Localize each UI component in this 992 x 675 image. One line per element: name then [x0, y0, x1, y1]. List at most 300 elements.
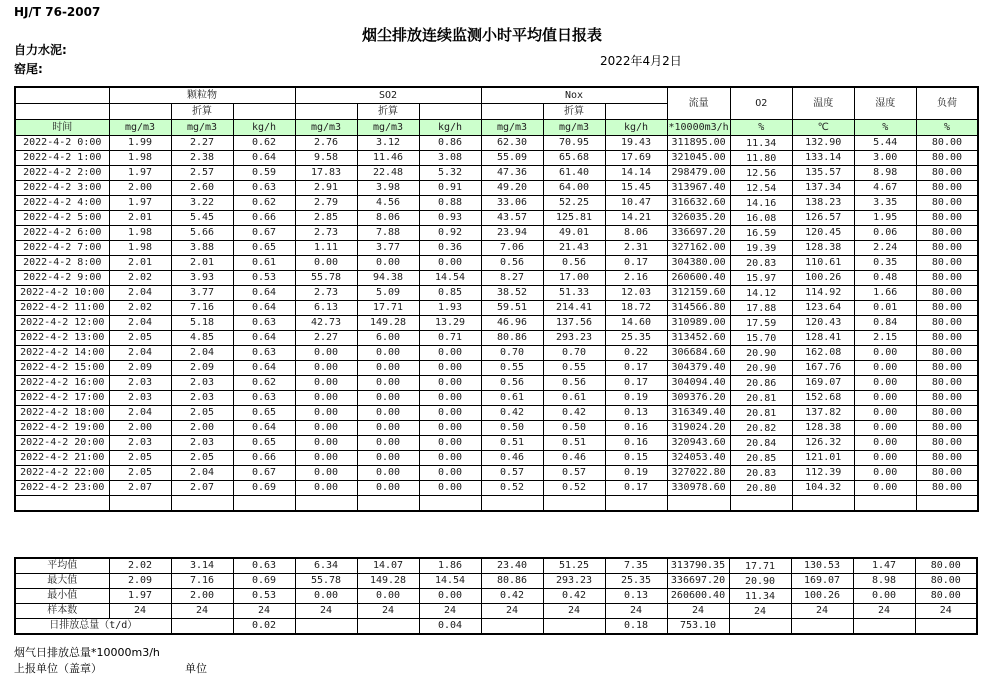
value-cell: 20.81	[730, 406, 792, 421]
value-cell: 0.00	[295, 256, 357, 271]
value-cell: 304380.00	[667, 256, 730, 271]
value-cell: 4.85	[171, 331, 233, 346]
value-cell: 14.16	[730, 196, 792, 211]
empty-cell	[792, 496, 854, 512]
summary-value-cell: 1.47	[853, 558, 915, 574]
summary-value-cell: 80.00	[915, 574, 977, 589]
value-cell: 33.06	[481, 196, 543, 211]
value-cell: 0.15	[605, 451, 667, 466]
summary-value-cell: 0.63	[233, 558, 295, 574]
value-cell: 3.93	[171, 271, 233, 286]
value-cell: 8.06	[357, 211, 419, 226]
value-cell: 0.64	[233, 361, 295, 376]
value-cell: 0.69	[233, 481, 295, 496]
value-cell: 316632.60	[667, 196, 730, 211]
value-cell: 20.86	[730, 376, 792, 391]
summary-row	[15, 589, 977, 604]
value-cell: 0.00	[295, 451, 357, 466]
empty-cell	[481, 619, 543, 635]
summary-value-cell: 1.86	[419, 558, 481, 574]
summary-value-cell: 169.07	[791, 574, 853, 589]
value-cell: 7.88	[357, 226, 419, 241]
table-row	[15, 466, 978, 481]
group-humidity: 湿度	[854, 87, 916, 120]
value-cell: 61.40	[543, 166, 605, 181]
value-cell: 13.29	[419, 316, 481, 331]
table-row	[15, 346, 978, 361]
value-cell: 0.64	[233, 421, 295, 436]
summary-value-cell: 24	[481, 604, 543, 619]
summary-row	[15, 604, 977, 619]
empty-cell	[854, 496, 916, 512]
table-row	[15, 196, 978, 211]
time-cell: 2022-4-2 23:00	[15, 481, 109, 496]
value-cell: 17.59	[730, 316, 792, 331]
value-cell: 5.44	[854, 136, 916, 151]
time-cell: 2022-4-2 7:00	[15, 241, 109, 256]
value-cell: 162.08	[792, 346, 854, 361]
value-cell: 0.52	[481, 481, 543, 496]
value-cell: 2.02	[109, 271, 171, 286]
value-cell: 18.72	[605, 301, 667, 316]
empty-cell	[419, 496, 481, 512]
value-cell: 0.00	[295, 481, 357, 496]
value-cell: 0.00	[357, 451, 419, 466]
summary-value-cell: 24	[915, 604, 977, 619]
value-cell: 0.55	[543, 361, 605, 376]
summary-label: 样本数	[15, 604, 109, 619]
value-cell: 42.73	[295, 316, 357, 331]
value-cell: 0.52	[543, 481, 605, 496]
value-cell: 80.00	[916, 406, 978, 421]
value-cell: 0.13	[605, 406, 667, 421]
value-cell: 2.03	[109, 391, 171, 406]
table-row	[15, 436, 978, 451]
table-row	[15, 301, 978, 316]
value-cell: 0.61	[233, 256, 295, 271]
table-row	[15, 181, 978, 196]
value-cell: 0.46	[481, 451, 543, 466]
value-cell: 5.09	[357, 286, 419, 301]
value-cell: 15.45	[605, 181, 667, 196]
value-cell: 17.69	[605, 151, 667, 166]
summary-value-cell: 11.34	[729, 589, 791, 604]
empty-cell	[605, 496, 667, 512]
value-cell: 21.43	[543, 241, 605, 256]
value-cell: 135.57	[792, 166, 854, 181]
value-cell: 2.57	[171, 166, 233, 181]
header-empty-cell	[295, 104, 357, 120]
table-row	[15, 151, 978, 166]
value-cell: 47.36	[481, 166, 543, 181]
value-cell: 70.95	[543, 136, 605, 151]
value-cell: 304379.40	[667, 361, 730, 376]
summary-value-cell: 80.00	[915, 589, 977, 604]
value-cell: 0.67	[233, 466, 295, 481]
empty-cell	[915, 619, 977, 635]
value-cell: 0.67	[233, 226, 295, 241]
table-row	[15, 376, 978, 391]
header-empty-cell	[481, 104, 543, 120]
value-cell: 2.05	[109, 331, 171, 346]
value-cell: 0.42	[543, 406, 605, 421]
value-cell: 304094.40	[667, 376, 730, 391]
value-cell: 14.60	[605, 316, 667, 331]
value-cell: 0.00	[419, 481, 481, 496]
value-cell: 0.84	[854, 316, 916, 331]
value-cell: 3.98	[357, 181, 419, 196]
table-row	[15, 271, 978, 286]
value-cell: 312159.60	[667, 286, 730, 301]
empty-cell	[853, 619, 915, 635]
nox-converted-label: 折算	[543, 104, 605, 120]
summary-row	[15, 574, 977, 589]
group-nox: Nox	[481, 87, 667, 104]
value-cell: 49.20	[481, 181, 543, 196]
header-empty-cell	[605, 104, 667, 120]
value-cell: 5.66	[171, 226, 233, 241]
value-cell: 0.57	[481, 466, 543, 481]
header-empty-cell	[15, 87, 109, 104]
value-cell: 110.61	[792, 256, 854, 271]
value-cell: 8.98	[854, 166, 916, 181]
unit-cell: mg/m3	[543, 120, 605, 136]
value-cell: 2.01	[109, 211, 171, 226]
empty-cell	[543, 619, 605, 635]
value-cell: 55.78	[295, 271, 357, 286]
value-cell: 120.43	[792, 316, 854, 331]
header-empty-cell	[109, 104, 171, 120]
value-cell: 0.00	[357, 391, 419, 406]
value-cell: 2.05	[171, 451, 233, 466]
value-cell: 0.00	[419, 346, 481, 361]
value-cell: 12.03	[605, 286, 667, 301]
value-cell: 5.32	[419, 166, 481, 181]
value-cell: 62.30	[481, 136, 543, 151]
value-cell: 0.00	[854, 451, 916, 466]
value-cell: 80.00	[916, 346, 978, 361]
value-cell: 0.17	[605, 361, 667, 376]
time-cell: 2022-4-2 14:00	[15, 346, 109, 361]
value-cell: 20.83	[730, 256, 792, 271]
summary-value-cell: 100.26	[791, 589, 853, 604]
value-cell: 3.12	[357, 136, 419, 151]
value-cell: 0.17	[605, 481, 667, 496]
value-cell: 2.01	[171, 256, 233, 271]
value-cell: 0.00	[419, 376, 481, 391]
summary-value-cell: 7.35	[605, 558, 667, 574]
value-cell: 2.03	[109, 376, 171, 391]
summary-value-cell: 313790.35	[667, 558, 729, 574]
value-cell: 260600.40	[667, 271, 730, 286]
value-cell: 80.00	[916, 151, 978, 166]
value-cell: 7.16	[171, 301, 233, 316]
company-name: 自力水泥:	[14, 43, 67, 57]
value-cell: 80.00	[916, 301, 978, 316]
value-cell: 293.23	[543, 331, 605, 346]
value-cell: 2.38	[171, 151, 233, 166]
value-cell: 80.00	[916, 181, 978, 196]
value-cell: 313452.60	[667, 331, 730, 346]
value-cell: 0.65	[233, 241, 295, 256]
unit-cell: kg/h	[605, 120, 667, 136]
value-cell: 2.04	[109, 316, 171, 331]
value-cell: 0.64	[233, 331, 295, 346]
value-cell: 3.77	[171, 286, 233, 301]
value-cell: 0.00	[295, 391, 357, 406]
value-cell: 94.38	[357, 271, 419, 286]
value-cell: 0.50	[481, 421, 543, 436]
value-cell: 0.35	[854, 256, 916, 271]
value-cell: 0.61	[481, 391, 543, 406]
unit-cell: mg/m3	[171, 120, 233, 136]
value-cell: 133.14	[792, 151, 854, 166]
unit-cell: kg/h	[419, 120, 481, 136]
value-cell: 3.88	[171, 241, 233, 256]
value-cell: 80.00	[916, 421, 978, 436]
time-cell: 2022-4-2 17:00	[15, 391, 109, 406]
summary-value-cell: 24	[729, 604, 791, 619]
footer-unit-label: 单位	[185, 662, 207, 675]
value-cell: 0.00	[854, 346, 916, 361]
summary-value-cell: 0.00	[419, 589, 481, 604]
value-cell: 11.46	[357, 151, 419, 166]
unit-cell: kg/h	[233, 120, 295, 136]
value-cell: 0.00	[357, 466, 419, 481]
value-cell: 0.91	[419, 181, 481, 196]
value-cell: 2.27	[295, 331, 357, 346]
value-cell: 2.60	[171, 181, 233, 196]
empty-cell	[295, 496, 357, 512]
value-cell: 2.00	[171, 421, 233, 436]
value-cell: 309376.20	[667, 391, 730, 406]
unit-cell: ℃	[792, 120, 854, 136]
value-cell: 1.98	[109, 241, 171, 256]
value-cell: 0.16	[605, 436, 667, 451]
time-cell: 2022-4-2 13:00	[15, 331, 109, 346]
value-cell: 121.01	[792, 451, 854, 466]
table-row	[15, 211, 978, 226]
summary-label: 最小值	[15, 589, 109, 604]
empty-cell	[171, 619, 233, 635]
unit-cell: %	[730, 120, 792, 136]
value-cell: 0.64	[233, 286, 295, 301]
value-cell: 14.12	[730, 286, 792, 301]
value-cell: 0.00	[295, 346, 357, 361]
empty-cell	[730, 496, 792, 512]
summary-value-cell: 24	[171, 604, 233, 619]
value-cell: 80.00	[916, 436, 978, 451]
value-cell: 23.94	[481, 226, 543, 241]
value-cell: 0.65	[233, 406, 295, 421]
header-row-units	[15, 120, 978, 136]
time-cell: 2022-4-2 15:00	[15, 361, 109, 376]
summary-value-cell: 336697.20	[667, 574, 729, 589]
value-cell: 0.00	[854, 406, 916, 421]
value-cell: 0.66	[233, 451, 295, 466]
value-cell: 0.00	[419, 466, 481, 481]
value-cell: 327022.80	[667, 466, 730, 481]
value-cell: 17.83	[295, 166, 357, 181]
value-cell: 1.95	[854, 211, 916, 226]
value-cell: 125.81	[543, 211, 605, 226]
value-cell: 0.59	[233, 166, 295, 181]
value-cell: 19.43	[605, 136, 667, 151]
empty-cell	[295, 619, 357, 635]
value-cell: 137.56	[543, 316, 605, 331]
summary-table	[14, 557, 978, 635]
value-cell: 0.00	[854, 466, 916, 481]
time-cell: 2022-4-2 9:00	[15, 271, 109, 286]
empty-cell	[15, 496, 109, 512]
summary-value-cell: 25.35	[605, 574, 667, 589]
value-cell: 0.01	[854, 301, 916, 316]
value-cell: 1.98	[109, 151, 171, 166]
daily-total-value-cell: 0.04	[419, 619, 481, 635]
summary-value-cell: 14.07	[357, 558, 419, 574]
value-cell: 314566.80	[667, 301, 730, 316]
value-cell: 316349.40	[667, 406, 730, 421]
summary-value-cell: 7.16	[171, 574, 233, 589]
empty-cell	[481, 496, 543, 512]
value-cell: 14.14	[605, 166, 667, 181]
value-cell: 0.00	[854, 391, 916, 406]
value-cell: 0.62	[233, 196, 295, 211]
unit-cell: mg/m3	[109, 120, 171, 136]
value-cell: 0.00	[419, 436, 481, 451]
header-empty-cell	[419, 104, 481, 120]
summary-value-cell: 0.00	[357, 589, 419, 604]
summary-value-cell: 130.53	[791, 558, 853, 574]
value-cell: 3.22	[171, 196, 233, 211]
footer-flow-note: 烟气日排放总量*10000m3/h	[14, 646, 160, 659]
value-cell: 0.00	[419, 361, 481, 376]
summary-value-cell: 293.23	[543, 574, 605, 589]
value-cell: 104.32	[792, 481, 854, 496]
value-cell: 0.00	[854, 421, 916, 436]
value-cell: 1.98	[109, 226, 171, 241]
value-cell: 0.00	[854, 436, 916, 451]
time-cell: 2022-4-2 2:00	[15, 166, 109, 181]
summary-value-cell: 23.40	[481, 558, 543, 574]
value-cell: 0.56	[543, 256, 605, 271]
value-cell: 80.00	[916, 196, 978, 211]
value-cell: 14.54	[419, 271, 481, 286]
value-cell: 2.03	[109, 436, 171, 451]
value-cell: 22.48	[357, 166, 419, 181]
time-cell: 2022-4-2 4:00	[15, 196, 109, 211]
summary-value-cell: 2.00	[171, 589, 233, 604]
time-cell: 2022-4-2 20:00	[15, 436, 109, 451]
value-cell: 10.47	[605, 196, 667, 211]
value-cell: 20.90	[730, 361, 792, 376]
table-row	[15, 241, 978, 256]
value-cell: 2.04	[109, 346, 171, 361]
value-cell: 123.64	[792, 301, 854, 316]
value-cell: 5.18	[171, 316, 233, 331]
value-cell: 80.00	[916, 256, 978, 271]
value-cell: 327162.00	[667, 241, 730, 256]
value-cell: 80.00	[916, 331, 978, 346]
summary-value-cell: 8.98	[853, 574, 915, 589]
value-cell: 2.05	[109, 451, 171, 466]
monitor-location: 窑尾:	[14, 62, 43, 76]
value-cell: 0.00	[854, 376, 916, 391]
empty-cell	[171, 496, 233, 512]
value-cell: 0.57	[543, 466, 605, 481]
value-cell: 0.86	[419, 136, 481, 151]
empty-row	[15, 496, 978, 512]
value-cell: 2.79	[295, 196, 357, 211]
value-cell: 1.93	[419, 301, 481, 316]
value-cell: 137.34	[792, 181, 854, 196]
time-header: 时间	[15, 120, 109, 136]
summary-value-cell: 6.34	[295, 558, 357, 574]
value-cell: 80.00	[916, 391, 978, 406]
value-cell: 2.04	[171, 346, 233, 361]
value-cell: 80.00	[916, 361, 978, 376]
value-cell: 3.35	[854, 196, 916, 211]
value-cell: 0.00	[854, 481, 916, 496]
value-cell: 298479.00	[667, 166, 730, 181]
hourly-data-table	[14, 86, 979, 512]
summary-value-cell: 80.00	[915, 558, 977, 574]
unit-cell: mg/m3	[481, 120, 543, 136]
value-cell: 0.36	[419, 241, 481, 256]
empty-cell	[916, 496, 978, 512]
daily-total-row	[15, 619, 977, 635]
value-cell: 214.41	[543, 301, 605, 316]
standard-code: HJ/T 76-2007	[14, 5, 101, 19]
value-cell: 0.00	[357, 406, 419, 421]
table-row	[15, 451, 978, 466]
value-cell: 2.85	[295, 211, 357, 226]
unit-cell: mg/m3	[295, 120, 357, 136]
value-cell: 0.00	[357, 376, 419, 391]
value-cell: 80.00	[916, 376, 978, 391]
value-cell: 0.63	[233, 181, 295, 196]
time-cell: 2022-4-2 22:00	[15, 466, 109, 481]
value-cell: 128.38	[792, 421, 854, 436]
table-row	[15, 331, 978, 346]
value-cell: 0.00	[357, 436, 419, 451]
value-cell: 46.96	[481, 316, 543, 331]
value-cell: 0.62	[233, 376, 295, 391]
value-cell: 311895.00	[667, 136, 730, 151]
value-cell: 132.90	[792, 136, 854, 151]
value-cell: 0.17	[605, 256, 667, 271]
value-cell: 0.17	[605, 376, 667, 391]
value-cell: 310989.00	[667, 316, 730, 331]
summary-value-cell: 24	[357, 604, 419, 619]
value-cell: 2.27	[171, 136, 233, 151]
daily-total-value-cell: 0.18	[605, 619, 667, 635]
summary-value-cell: 260600.40	[667, 589, 729, 604]
value-cell: 138.23	[792, 196, 854, 211]
empty-cell	[667, 496, 730, 512]
summary-value-cell: 2.09	[109, 574, 171, 589]
summary-value-cell: 149.28	[357, 574, 419, 589]
summary-value-cell: 0.13	[605, 589, 667, 604]
value-cell: 0.53	[233, 271, 295, 286]
empty-cell	[233, 496, 295, 512]
report-date: 2022年4月2日	[600, 54, 682, 68]
value-cell: 0.48	[854, 271, 916, 286]
value-cell: 2.73	[295, 286, 357, 301]
value-cell: 0.71	[419, 331, 481, 346]
value-cell: 336697.20	[667, 226, 730, 241]
value-cell: 2.76	[295, 136, 357, 151]
